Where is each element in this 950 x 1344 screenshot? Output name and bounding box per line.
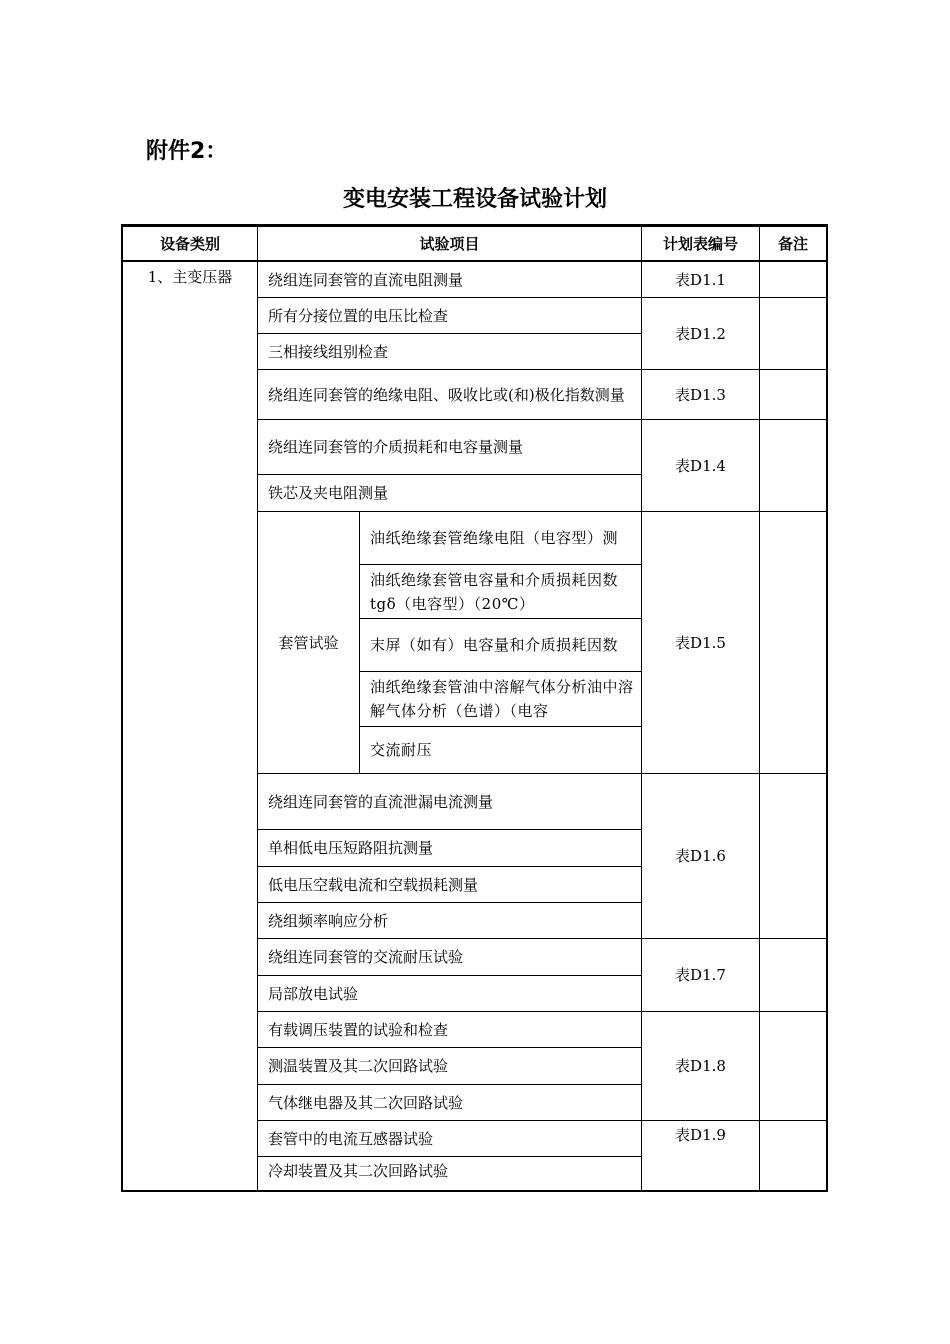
header-test-item: 试验项目 — [419, 234, 480, 253]
page-title: 变电安装工程设备试验计划 — [342, 186, 607, 212]
header-category: 设备类别 — [159, 234, 220, 253]
test-item: 套管中的电流互感器试验 — [268, 1129, 434, 1148]
bushing-test-item: 油纸绝缘套管电容量和介质损耗因数tgδ（电容型）（20℃） — [370, 570, 619, 613]
plan-number: 表D1.7 — [675, 966, 726, 984]
bushing-test-item: 交流耐压 — [370, 741, 433, 759]
test-item: 绕组连同套管的介质损耗和电容量测量 — [268, 438, 524, 456]
test-item: 冷却装置及其二次回路试验 — [268, 1161, 449, 1180]
plan-number: 表D1.4 — [675, 456, 726, 475]
test-item: 测温装置及其二次回路试验 — [268, 1057, 449, 1075]
plan-number: 表D1.1 — [675, 270, 726, 289]
test-item: 绕组频率响应分析 — [268, 911, 389, 930]
plan-number: 表D1.9 — [675, 1126, 726, 1144]
equipment-category: 1、主变压器 — [147, 268, 233, 286]
test-item: 有载调压装置的试验和检查 — [268, 1020, 449, 1039]
test-item: 所有分接位置的电压比检查 — [268, 306, 449, 325]
test-item: 气体继电器及其二次回路试验 — [268, 1093, 464, 1112]
test-item: 铁芯及夹电阻测量 — [268, 484, 389, 502]
bushing-test-item: 油纸绝缘套管绝缘电阻（电容型）测 — [370, 529, 619, 547]
test-item: 绕组连同套管的交流耐压试验 — [268, 948, 464, 966]
test-item: 三相接线组别检查 — [268, 342, 389, 361]
bushing-test-label: 套管试验 — [278, 633, 339, 652]
test-item: 绕组连同套管的绝缘电阻、吸收比或(和)极化指数测量 — [268, 385, 625, 404]
test-item: 单相低电压短路阻抗测量 — [268, 839, 434, 857]
plan-number: 表D1.2 — [675, 324, 726, 343]
test-item: 绕组连同套管的直流电阻测量 — [268, 270, 464, 289]
test-item: 低电压空载电流和空载损耗测量 — [268, 875, 479, 894]
bushing-test-item-text: 油纸绝缘套管油中溶解气体分析油中溶解气体分析（色谱）（电容 — [370, 678, 634, 720]
bushing-test-item: 末屏（如有）电容量和介质损耗因数 — [370, 636, 619, 654]
test-item: 绕组连同套管的直流泄漏电流测量 — [268, 792, 494, 811]
bushing-test-item — [360, 672, 641, 726]
header-remark: 备注 — [777, 234, 808, 253]
test-item: 局部放电试验 — [268, 984, 359, 1003]
plan-number: 表D1.6 — [675, 847, 726, 865]
plan-number: 表D1.8 — [675, 1057, 726, 1075]
header-plan-number: 计划表编号 — [662, 234, 738, 253]
plan-number: 表D1.3 — [675, 385, 726, 404]
attachment-label: 附件2： — [146, 139, 228, 164]
plan-number: 表D1.5 — [675, 633, 726, 652]
